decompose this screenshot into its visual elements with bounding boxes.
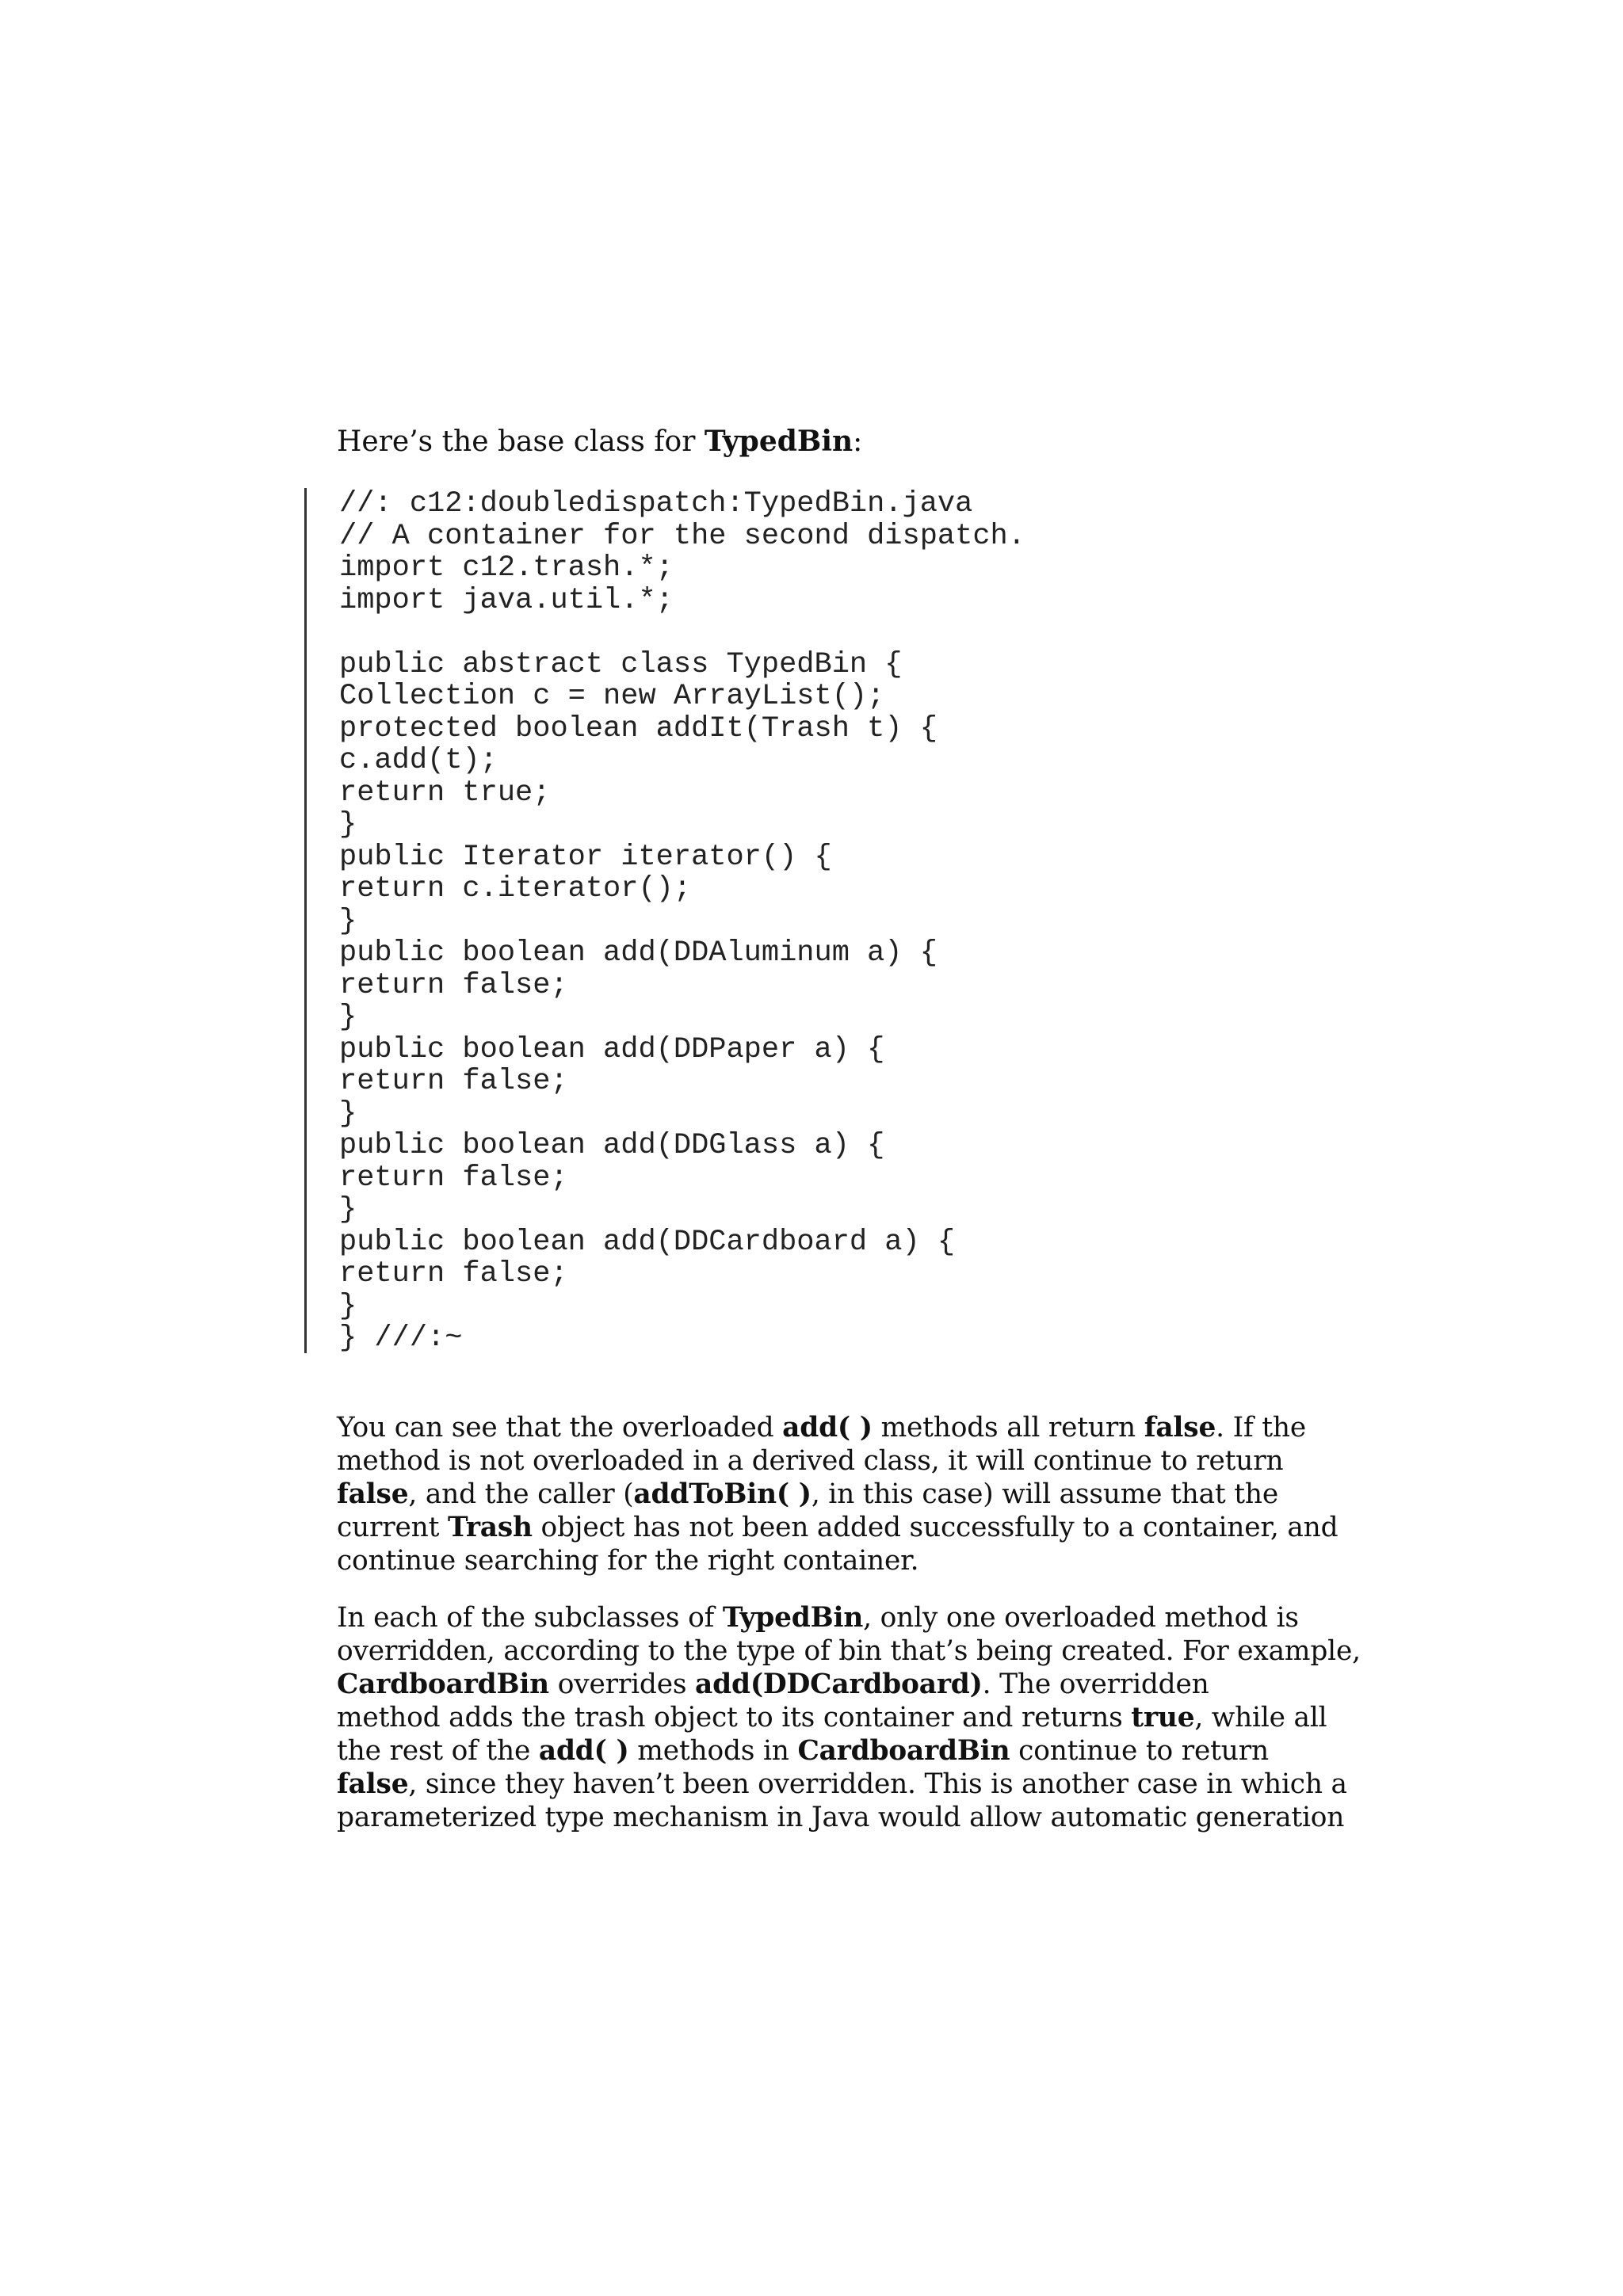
text-run: continue searching for the right container.	[337, 1545, 919, 1577]
code-line: public boolean add(DDCardboard a) {	[339, 1225, 956, 1259]
code-line: //: c12:doubledispatch:TypedBin.java	[339, 487, 973, 521]
intro-colon: :	[853, 425, 863, 458]
code-text	[339, 488, 1025, 1355]
text-run: method is not overloaded in a derived class, it will continue to return	[337, 1445, 1284, 1477]
text-run: object has not been added successfully to a container, and	[532, 1512, 1338, 1543]
code-line: }	[339, 1289, 357, 1323]
text-line	[337, 1634, 1361, 1668]
text-run: , in this case) will assume that the	[811, 1478, 1279, 1510]
code-line: // A container for the second dispatch.	[339, 519, 1025, 553]
code-line: } ///:~	[339, 1322, 463, 1355]
text-run: methods in	[628, 1735, 798, 1767]
code-line: }	[339, 1193, 357, 1226]
code-line: import java.util.*;	[339, 583, 674, 617]
text-line	[337, 1768, 1347, 1801]
code-line: protected boolean addIt(Trash t) {	[339, 711, 938, 746]
code-line: return false;	[339, 968, 568, 1002]
code-line: import c12.trash.*;	[339, 551, 674, 585]
text-run: current	[337, 1512, 448, 1543]
code-line: public abstract class TypedBin {	[339, 647, 903, 681]
text-line	[337, 1411, 1312, 1444]
intro-class-name: TypedBin	[704, 425, 854, 458]
code-line: Collection c = new ArrayList();	[339, 680, 885, 713]
bold-term: false	[337, 1768, 409, 1800]
bold-term: false	[337, 1478, 409, 1510]
intro-text: Here’s the base class for	[337, 425, 705, 458]
bold-term: CardboardBin	[797, 1735, 1010, 1767]
paragraph-subclasses	[337, 1601, 1361, 1834]
code-line: return false;	[339, 1065, 568, 1098]
text-line	[337, 1601, 1312, 1634]
text-run: , while all	[1194, 1702, 1327, 1733]
text-run: overridden, according to the type of bin that’s being created. For example,	[337, 1635, 1361, 1667]
bold-term: Trash	[447, 1512, 533, 1543]
text-run: . The overridden	[982, 1669, 1209, 1700]
code-line: }	[339, 1001, 357, 1034]
text-run: the rest of the	[337, 1735, 539, 1767]
text-line	[337, 1478, 1312, 1511]
bold-term: CardboardBin	[337, 1669, 549, 1700]
code-line: public boolean add(DDAluminum a) {	[339, 936, 938, 970]
text-run: method adds the trash object to its container and returns	[337, 1702, 1132, 1733]
text-run: In each of the subclasses of	[337, 1602, 723, 1634]
text-run: overrides	[549, 1669, 696, 1700]
bold-term: true	[1131, 1702, 1195, 1733]
code-line: public Iterator iterator() {	[339, 840, 832, 874]
code-line: }	[339, 904, 357, 938]
code-line: return c.iterator();	[339, 872, 692, 906]
paragraph-overloaded-add	[337, 1411, 1338, 1577]
text-run: , since they haven’t been overridden. This is another case in which a	[408, 1768, 1347, 1800]
text-line	[337, 1544, 1312, 1577]
text-run: parameterized type mechanism in Java would allow automatic generation	[337, 1802, 1345, 1833]
code-listing	[304, 488, 1067, 1353]
text-run: , only one overloaded method is	[863, 1602, 1299, 1634]
code-line: return true;	[339, 776, 551, 810]
text-line	[337, 1668, 1312, 1701]
intro-sentence	[337, 425, 862, 459]
text-line	[337, 1444, 1312, 1478]
text-run: . If the	[1216, 1412, 1306, 1444]
text-run: , and the caller (	[408, 1478, 634, 1510]
code-line: return false;	[339, 1161, 568, 1195]
code-line: c.add(t);	[339, 744, 498, 777]
bold-term: add( )	[782, 1412, 873, 1444]
code-line: public boolean add(DDGlass a) {	[339, 1129, 885, 1162]
text-line	[337, 1511, 1338, 1544]
code-line: public boolean add(DDPaper a) {	[339, 1032, 885, 1066]
text-line	[337, 1801, 1345, 1834]
text-run: methods all return	[872, 1412, 1144, 1444]
bold-term: add(DDCardboard)	[695, 1669, 983, 1700]
code-line	[339, 616, 1025, 649]
code-line: }	[339, 1097, 357, 1131]
text-line	[337, 1701, 1327, 1734]
text-line	[337, 1734, 1312, 1768]
bold-term: add( )	[538, 1735, 629, 1767]
text-run: You can see that the overloaded	[337, 1412, 783, 1444]
bold-term: TypedBin	[722, 1602, 864, 1634]
bold-term: false	[1144, 1412, 1216, 1444]
text-run: continue to return	[1010, 1735, 1269, 1767]
code-line: return false;	[339, 1257, 568, 1291]
code-line: }	[339, 808, 357, 841]
bold-term: addToBin( )	[633, 1478, 812, 1510]
